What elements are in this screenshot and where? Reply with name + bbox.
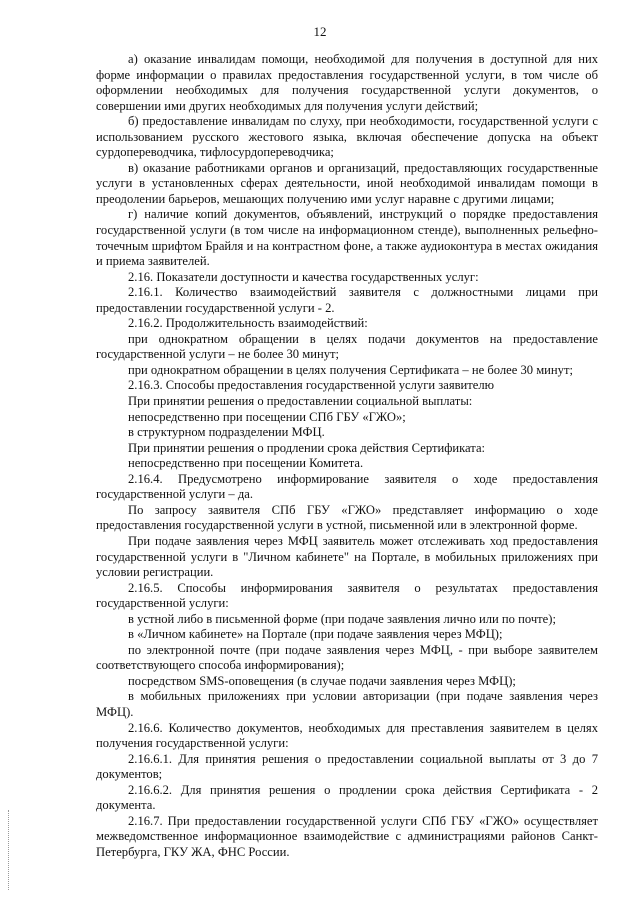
section-2-16-6-1: 2.16.6.1. Для принятия решения о предоставлении социальной выплаты от 3 до 7 документов; bbox=[96, 751, 598, 782]
info-via-mfc: При подаче заявления через МФЦ заявитель может отслеживать ход предоставления государственной услуги в "Личном кабинете" на Портале, в мобильных приложениях при условии регистрации. bbox=[96, 533, 598, 580]
paragraph-g: г) наличие копий документов, объявлений, инструкций о порядке предоставления государственной услуги (в том числе на информационном стенде), выполненных рельефно-точечным шрифтом Брайля и на контрастном фоне, а также аудиоконтура в местах ожидания и приема заявителей. bbox=[96, 207, 598, 269]
paragraph-b: б) предоставление инвалидам по слуху, при необходимости, государственной услуги с использованием русского жестового языка, включая обеспечение допуска на объект сурдопереводчика, тифлосурдопереводчика; bbox=[96, 114, 598, 160]
margin-scan-marks bbox=[8, 810, 12, 890]
notify-sms: посредством SMS-оповещения (в случае подачи заявления через МФЦ); bbox=[128, 673, 516, 688]
method-mfc: в структурном подразделении МФЦ. bbox=[128, 425, 325, 440]
page-number: 12 bbox=[313, 24, 327, 39]
paragraph-v: в) оказание работниками органов и организаций, предоставляющих государственные услуги в установленных сферах деятельности, иной необходимой инвалидам помощи в преодолении барьеров, мешающих получению ими услуг наравне с другими лицами; bbox=[96, 160, 598, 206]
section-2-16-4: 2.16.4. Предусмотрено информирование заявителя о ходе предоставления государственной услуги – да. bbox=[96, 471, 598, 502]
section-2-16-7: 2.16.7. При предоставлении государственной услуги СПб ГБУ «ГЖО» осуществляет межведомственное информационное взаимодействие с администрациями районов Санкт-Петербурга, ГКУ ЖА, ФНС России. bbox=[96, 813, 598, 859]
method-visit-committee: непосредственно при посещении Комитета. bbox=[128, 456, 364, 471]
section-2-16-3: 2.16.3. Способы предоставления государственной услуги заявителю bbox=[128, 378, 495, 393]
section-2-16-5: 2.16.5. Способы информирования заявителя о результатах предоставления государственной услуги: bbox=[96, 580, 598, 611]
section-2-16-6-2: 2.16.6.2. Для принятия решения о продлении срока действия Сертификата - 2 документа. bbox=[96, 782, 598, 813]
duration-certificate: при однократном обращении в целях получения Сертификата – не более 30 минут; bbox=[128, 362, 573, 377]
notify-oral-written: в устной либо в письменной форме (при подаче заявления лично или по почте); bbox=[128, 611, 556, 626]
method-visit-gzho: непосредственно при посещении СПб ГБУ «ГЖО»; bbox=[128, 409, 406, 424]
paragraph-a: а) оказание инвалидам помощи, необходимой для получения в доступной для них форме информации о правилах предоставления государственной услуги, в том числе об оформлении необходимых для получения государственной услуги документов, о совершении ими других необходимых для получения услуги действий; bbox=[96, 52, 598, 113]
section-2-16-heading: 2.16. Показатели доступности и качества государственных услуг: bbox=[128, 269, 479, 284]
duration-documents: при однократном обращении в целях подачи документов на предоставление государственной услуги – не более 30 минут; bbox=[96, 331, 598, 362]
info-on-request: По запросу заявителя СПб ГБУ «ГЖО» представляет информацию о ходе предоставления государственной услуги в устной, письменной или в электронной форме. bbox=[96, 502, 598, 533]
notify-email: по электронной почте (при подаче заявления через МФЦ, - при выборе заявителем соответствующего способа информирования); bbox=[96, 642, 598, 673]
notify-personal-account: в «Личном кабинете» на Портале (при подаче заявления через МФЦ); bbox=[128, 627, 503, 642]
notify-mobile-apps: в мобильных приложениях при условии авторизации (при подаче заявления через МФЦ). bbox=[96, 689, 598, 719]
section-2-16-2: 2.16.2. Продолжительность взаимодействий: bbox=[128, 316, 368, 331]
method-social-payment: При принятии решения о предоставлении социальной выплаты: bbox=[128, 394, 473, 409]
section-2-16-1: 2.16.1. Количество взаимодействий заявителя с должностными лицами при предоставлении государственной услуги - 2. bbox=[96, 285, 598, 315]
method-extension: При принятии решения о продлении срока действия Сертификата: bbox=[128, 440, 486, 455]
section-2-16-6: 2.16.6. Количество документов, необходимых для преставления заявителем в целях получения государственной услуги: bbox=[96, 720, 598, 751]
document-body bbox=[96, 52, 598, 860]
